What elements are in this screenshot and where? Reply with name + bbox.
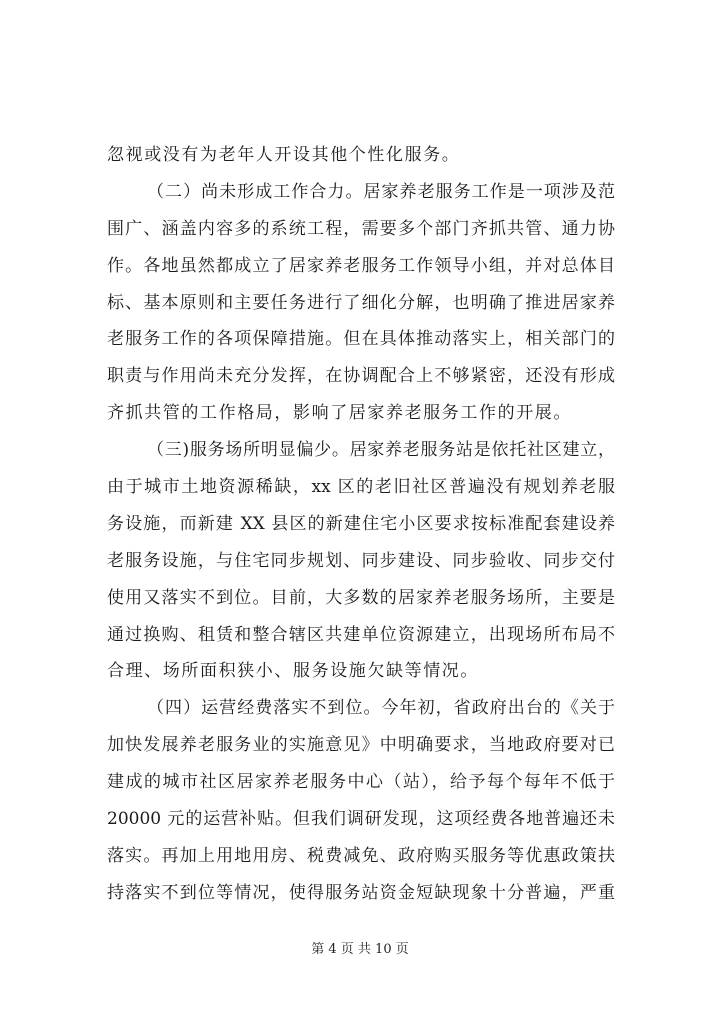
text-line: 标、基本原则和主要任务进行了细化分解，也明确了推进居家养	[107, 292, 615, 313]
text-line: 加快发展养老服务业的实施意见》中明确要求，当地政府要对已	[107, 735, 615, 756]
text-line: 作。各地虽然都成立了居家养老服务工作领导小组，并对总体目	[107, 255, 615, 276]
paragraph	[107, 137, 615, 174]
text-line: 建成的城市社区居家养老服务中心（站），给予每个每年不低于	[107, 772, 615, 793]
paragraph	[107, 174, 615, 432]
text-line: 忽视或没有为老年人开设其他个性化服务。	[107, 145, 461, 165]
text-line: 20000 元的运营补贴。但我们调研发现，这项经费各地普遍还未	[107, 809, 615, 830]
text-line: 老服务设施，与住宅同步规划、同步建设、同步验收、同步交付	[107, 550, 615, 571]
paragraph	[107, 432, 615, 690]
document-body	[107, 137, 615, 912]
text-line: 落实。再加上用地用房、税费减免、政府购买服务等优惠政策扶	[107, 845, 615, 866]
text-line: 围广、涵盖内容多的系统工程，需要多个部门齐抓共管、通力协	[107, 218, 615, 239]
text-line: 使用又落实不到位。目前，大多数的居家养老服务场所，主要是	[107, 587, 615, 608]
text-line: （二）尚未形成工作合力。居家养老服务工作是一项涉及范	[147, 181, 615, 202]
paragraph	[107, 690, 615, 911]
text-line: 由于城市土地资源稀缺，xx 区的老旧社区普遍没有规划养老服	[107, 477, 615, 498]
text-line: 职责与作用尚未充分发挥，在协调配合上不够紧密，还没有形成	[107, 366, 615, 387]
text-line: 老服务工作的各项保障措施。但在具体推动落实上，相关部门的	[107, 329, 615, 350]
text-line: 通过换购、租赁和整合辖区共建单位资源建立，出现场所布局不	[107, 624, 615, 645]
text-line: （三)服务场所明显偏少。居家养老服务站是依托社区建立，	[147, 440, 615, 461]
text-line: 持落实不到位等情况，使得服务站资金短缺现象十分普遍，严重	[107, 882, 615, 903]
page-number: 第 4 页 共 10 页	[311, 942, 409, 957]
text-line: （四）运营经费落实不到位。今年初，省政府出台的《关于	[147, 698, 615, 719]
text-line: 务设施，而新建 XX 县区的新建住宅小区要求按标准配套建设养	[107, 513, 615, 534]
text-line: 合理、场所面积狭小、服务设施欠缺等情况。	[107, 661, 479, 682]
text-line: 齐抓共管的工作格局，影响了居家养老服务工作的开展。	[107, 403, 572, 424]
